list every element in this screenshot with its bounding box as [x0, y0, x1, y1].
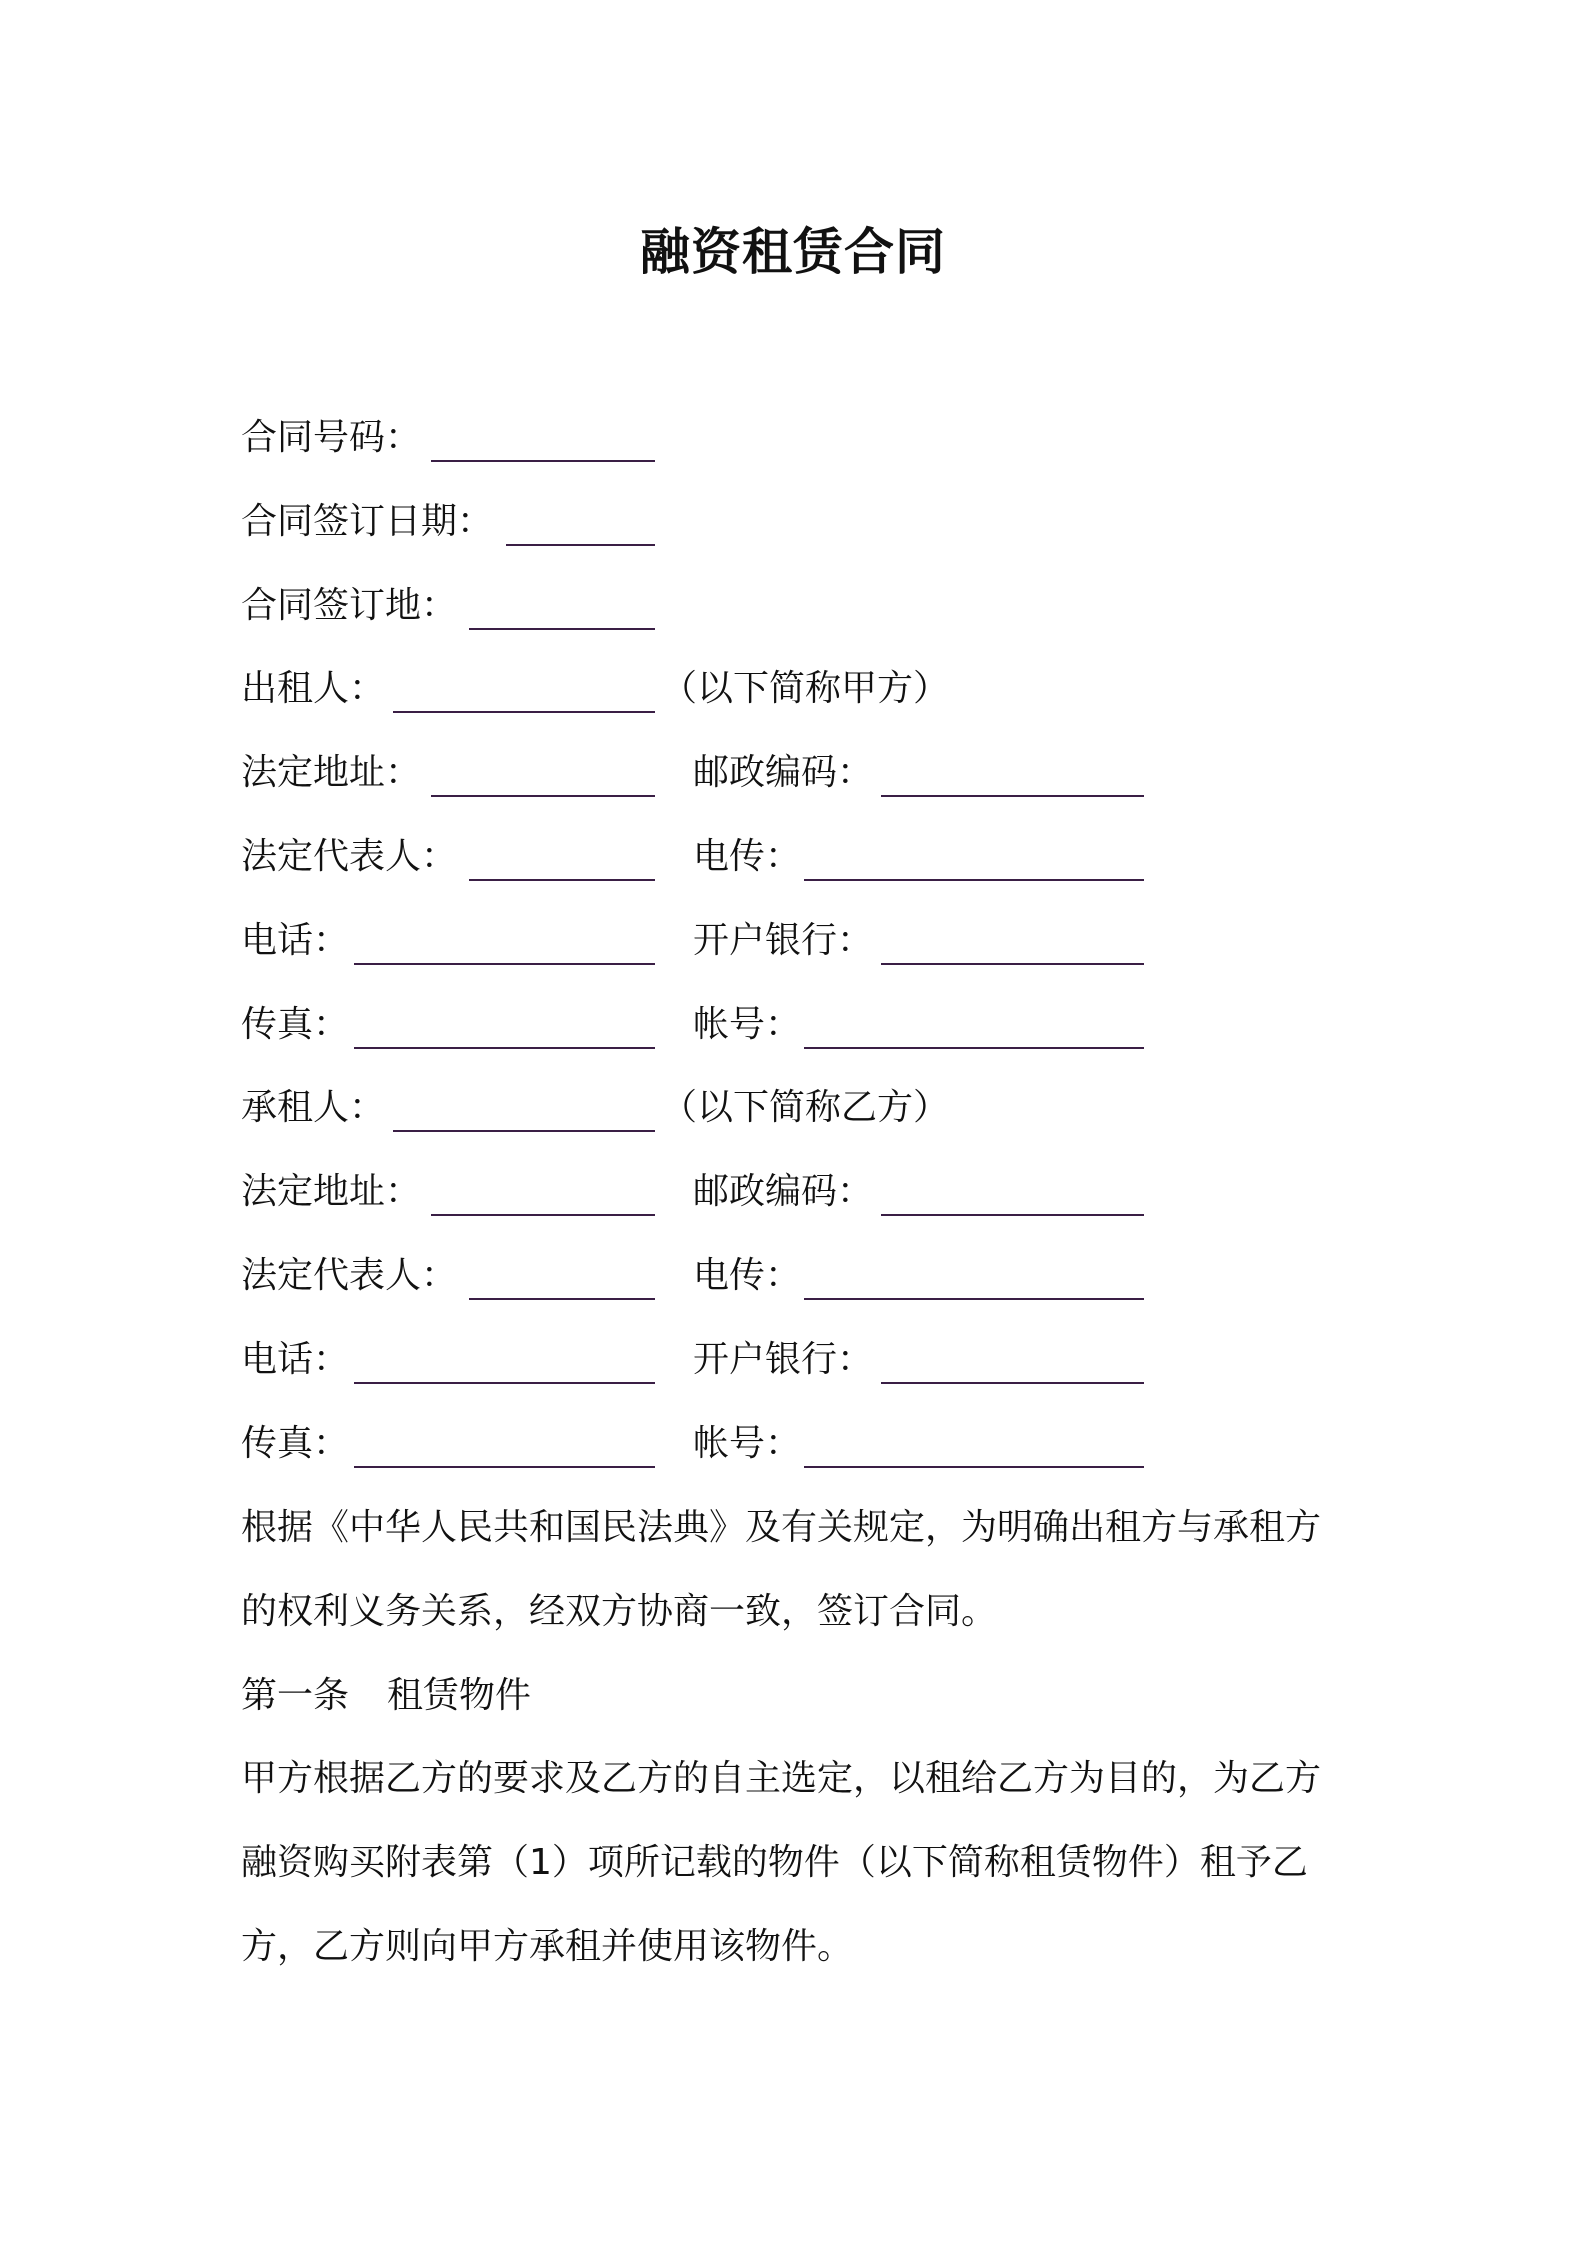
article-1-heading — [241, 1671, 531, 1721]
lessee-fax-label: 传真： — [241, 1423, 350, 1464]
lessor-address-label: 法定地址： — [241, 752, 422, 793]
lessee-label: 承租人： — [241, 1087, 386, 1128]
lessor-rep-blank[interactable] — [469, 879, 655, 881]
lessee-telegraph-blank[interactable] — [804, 1298, 1144, 1300]
lessee-postcode-label: 邮政编码： — [693, 1171, 874, 1212]
lessor-rep-label: 法定代表人： — [241, 836, 458, 877]
lessee-postcode-blank[interactable] — [881, 1214, 1144, 1216]
lessor-telegraph-label: 电传： — [693, 836, 802, 877]
lessee-account-label: 帐号： — [693, 1423, 802, 1464]
lessor-phone-blank[interactable] — [354, 963, 655, 965]
lessee-phone-blank[interactable] — [354, 1382, 655, 1384]
lessor-postcode-label: 邮政编码： — [693, 752, 874, 793]
sign-place-label: 合同签订地： — [241, 585, 458, 626]
lessee-bank-blank[interactable] — [881, 1382, 1144, 1384]
article-1-name: 租赁物件 — [387, 1675, 532, 1716]
contract-number-label: 合同号码： — [241, 417, 422, 458]
lessor-bank-label: 开户银行： — [693, 920, 874, 961]
lessor-bank-blank[interactable] — [881, 963, 1144, 965]
lessor-postcode-blank[interactable] — [881, 795, 1144, 797]
article-1-line-1: 甲方根据乙方的要求及乙方的自主选定，以租给乙方为目的，为乙方 — [241, 1758, 1322, 1799]
lessee-phone-label: 电话： — [241, 1339, 350, 1380]
article-1-line-3: 方，乙方则向甲方承租并使用该物件。 — [241, 1926, 854, 1967]
lessee-address-label: 法定地址： — [241, 1171, 422, 1212]
article-1-line-2: 融资购买附表第（1）项所记载的物件（以下简称租赁物件）租予乙 — [241, 1842, 1308, 1883]
preamble-line-1: 根据《中华人民共和国民法典》及有关规定，为明确出租方与承租方 — [241, 1507, 1322, 1548]
lessor-account-label: 帐号： — [693, 1004, 802, 1045]
contract-number-blank[interactable] — [431, 460, 655, 462]
lessee-abbr-note: （以下简称乙方） — [661, 1087, 950, 1128]
lessor-label: 出租人： — [241, 668, 386, 709]
lessee-telegraph-label: 电传： — [693, 1255, 802, 1296]
lessor-account-blank[interactable] — [804, 1047, 1144, 1049]
lessee-address-blank[interactable] — [431, 1214, 655, 1216]
document-title: 融资租赁合同 — [640, 223, 946, 281]
lessee-blank[interactable] — [393, 1130, 655, 1132]
article-1-number: 第一条 — [241, 1675, 350, 1716]
lessee-account-blank[interactable] — [804, 1466, 1144, 1468]
lessor-phone-label: 电话： — [241, 920, 350, 961]
sign-date-blank[interactable] — [506, 544, 655, 546]
lessor-fax-blank[interactable] — [354, 1047, 655, 1049]
lessee-rep-label: 法定代表人： — [241, 1255, 458, 1296]
lessee-rep-blank[interactable] — [469, 1298, 655, 1300]
lessee-bank-label: 开户银行： — [693, 1339, 874, 1380]
lessor-address-blank[interactable] — [431, 795, 655, 797]
lessor-telegraph-blank[interactable] — [804, 879, 1144, 881]
lessor-fax-label: 传真： — [241, 1004, 350, 1045]
lessee-fax-blank[interactable] — [354, 1466, 655, 1468]
lessor-blank[interactable] — [393, 711, 655, 713]
sign-date-label: 合同签订日期： — [241, 501, 494, 542]
preamble-line-2: 的权利义务关系，经双方协商一致，签订合同。 — [241, 1591, 998, 1632]
sign-place-blank[interactable] — [469, 628, 655, 630]
lessor-abbr-note: （以下简称甲方） — [661, 668, 950, 709]
